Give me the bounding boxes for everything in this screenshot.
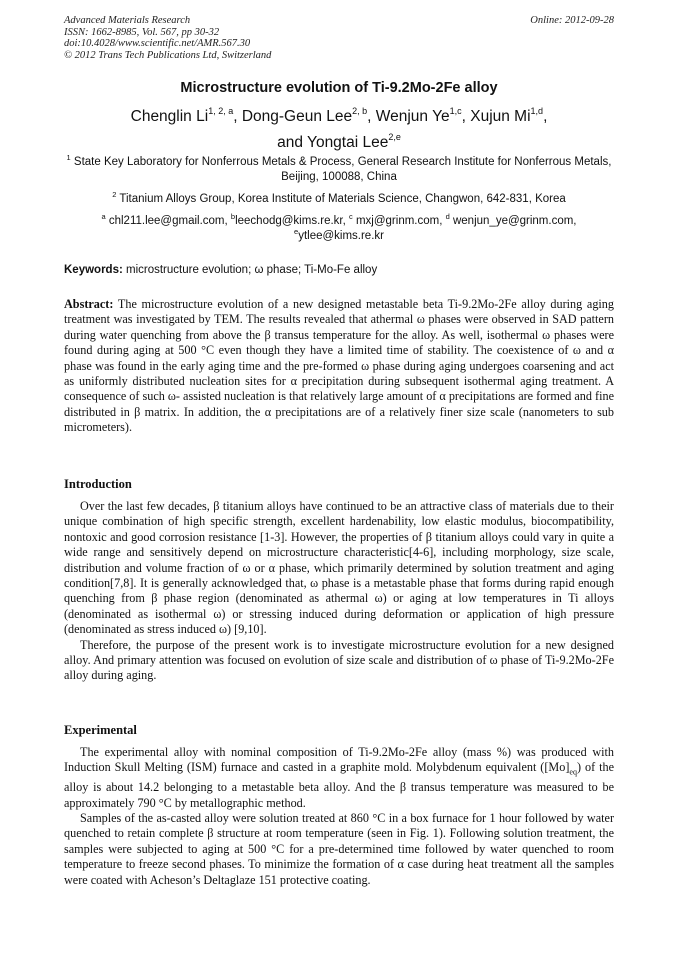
exp-text: The experimental alloy with nominal composition of Ti-9.2Mo-2Fe alloy (mass %) was produced with Induction Skull Melting (ISM) furnace and casted in a graphite mold. Molybdenum equivalent ([Mo] [64, 745, 614, 775]
email-sup: a [101, 212, 106, 221]
author-sup: 1, 2, a [208, 106, 234, 116]
author-sup: 2,e [388, 132, 401, 142]
author-name: and Yongtai Lee [277, 134, 389, 151]
exp-text: ) of the alloy is about 14.2 belonging to a metastable beta alloy. And the β transus temperature was measured to be approximately 790 °C by metallographic method. [64, 760, 614, 810]
author-line-1 [0, 104, 678, 130]
aff-text: Titanium Alloys Group, Korea Institute of Materials Science, Changwon, 642-831, Korea [116, 193, 566, 205]
affiliation-1 [60, 155, 618, 185]
author-line-2 [0, 130, 678, 156]
author-name: , Xujun Mi [461, 108, 531, 125]
experimental-heading: Experimental [64, 723, 137, 737]
aff-sup: 2 [112, 190, 117, 199]
email[interactable]: chl211.lee@gmail.com, [105, 215, 231, 227]
aff-text: State Key Laboratory for Nonferrous Metals & Process, General Research Institute for Nonferrous Metals, Beijing, 100088, China [70, 156, 612, 183]
paper-title: Microstructure evolution of Ti-9.2Mo-2Fe alloy [180, 80, 498, 96]
doi-line: doi:10.4028/www.scientific.net/AMR.567.30 [64, 38, 251, 49]
author-name: Chenglin Li [130, 108, 209, 125]
journal-header [64, 15, 614, 61]
exp-paragraph-2: Samples of the as-casted alloy were solution treated at 860 °C in a box furnace for 1 hour followed by water quenched to retain complete β structure at room temperature (seen in Fig. 1). Following solution treatment, the samples were subjected to aging at 500 °C for a pre-determined time followed by water quenched to room temperature to freeze second phases. To minimize the formation of α case during heat treatment all the samples were coated with Acheson’s Deltaglaze 151 protective coating. [64, 811, 614, 887]
email-sup: d [445, 212, 450, 221]
email[interactable]: ytlee@kims.re.kr [298, 230, 384, 242]
author-sup: 2, b [352, 106, 368, 116]
keywords [64, 264, 377, 276]
author-sup: 1,d [530, 106, 544, 116]
keywords-text: microstructure evolution; ω phase; Ti-Mo-Fe alloy [122, 264, 378, 276]
aff-sup: 1 [66, 153, 71, 162]
journal-name: Advanced Materials Research [64, 15, 191, 26]
exp-subscript: eq [569, 767, 577, 777]
email-sup: e [294, 227, 299, 236]
author-name: , Dong-Geun Lee [233, 108, 353, 125]
email-list [60, 214, 618, 244]
email-sup: b [230, 212, 236, 221]
abstract-paragraph [64, 297, 614, 436]
email-sup: c [349, 212, 353, 221]
issn-line: ISSN: 1662-8985, Vol. 567, pp 30-32 [64, 26, 220, 38]
email[interactable]: mxj@grinm.com, [352, 215, 446, 227]
introduction-heading: Introduction [64, 477, 132, 491]
email[interactable]: leechodg@kims.re.kr, [235, 215, 350, 227]
author-sup: 1,c [449, 106, 462, 116]
online-date: Online: 2012-09-28 [530, 15, 614, 26]
author-list [0, 104, 678, 156]
experimental-body [64, 745, 614, 888]
intro-paragraph-1: Over the last few decades, β titanium alloys have continued to be an attractive class of materials due to their unique combination of high specific strength, excellent hardenability, low elastic modulus, biocompatibility, nontoxic and good corrosion resistance [1-3]. However, the properties of β titanium alloys could vary in quite a wide range and sensitively depend on microstructure characteristic[4-6], including morphology, size scale, distribution and volume fraction of ω or α phase, which primarily determined by solution treatment and aging condition[7,8]. It is generally acknowledged that, ω phase is a metastable phase that forms during rapid enough quenching from β phase region (denominated as athermal ω) or aging at low temperatures in Ti alloys (denominated as isothermal ω) or stressing induced during deformation or application of high pressure (denominated as stress induced ω) [9,10]. [64, 499, 614, 637]
abstract [64, 297, 614, 436]
author-sep: , [543, 108, 548, 125]
abstract-text: The microstructure evolution of a new designed metastable beta Ti-9.2Mo-2Fe alloy during aging treatment was investigated by TEM. The results revealed that athermal ω phases were observed in SAD pattern during water quenching from above the β transus temperature for the alloy. As well, isothermal ω phases were found during aging at 500 °C even though they have a limited time of stability. The coexistence of ω and α phase was found in the early aging time and the pre-formed ω phase during aging undergoes coarsening and act as uniformly distributed nucleation sites for α precipitation during subsequent isothermal aging treatment. A consequence of such ω- assisted nucleation is that relatively large amount of α precipitations are formed and fine distributed in β matrix. In addition, the α precipitations are of a relatively finer size scale (nanometers to sub micrometers). [64, 297, 614, 435]
affiliation-2 [60, 192, 618, 207]
author-name: , Wenjun Ye [367, 108, 450, 125]
copyright-line: © 2012 Trans Tech Publications Ltd, Switzerland [64, 49, 272, 61]
email[interactable]: wenjun_ye@grinm.com, [449, 215, 577, 227]
abstract-label: Abstract: [64, 297, 114, 311]
exp-paragraph-1 [64, 745, 614, 811]
introduction-body [64, 499, 614, 684]
keywords-label: Keywords: [64, 264, 123, 276]
intro-paragraph-2: Therefore, the purpose of the present work is to investigate microstructure evolution for a new designed alloy. And primary attention was focused on evolution of size scale and distribution of ω phase of Ti-9.2Mo-2Fe alloy during aging. [64, 637, 614, 683]
